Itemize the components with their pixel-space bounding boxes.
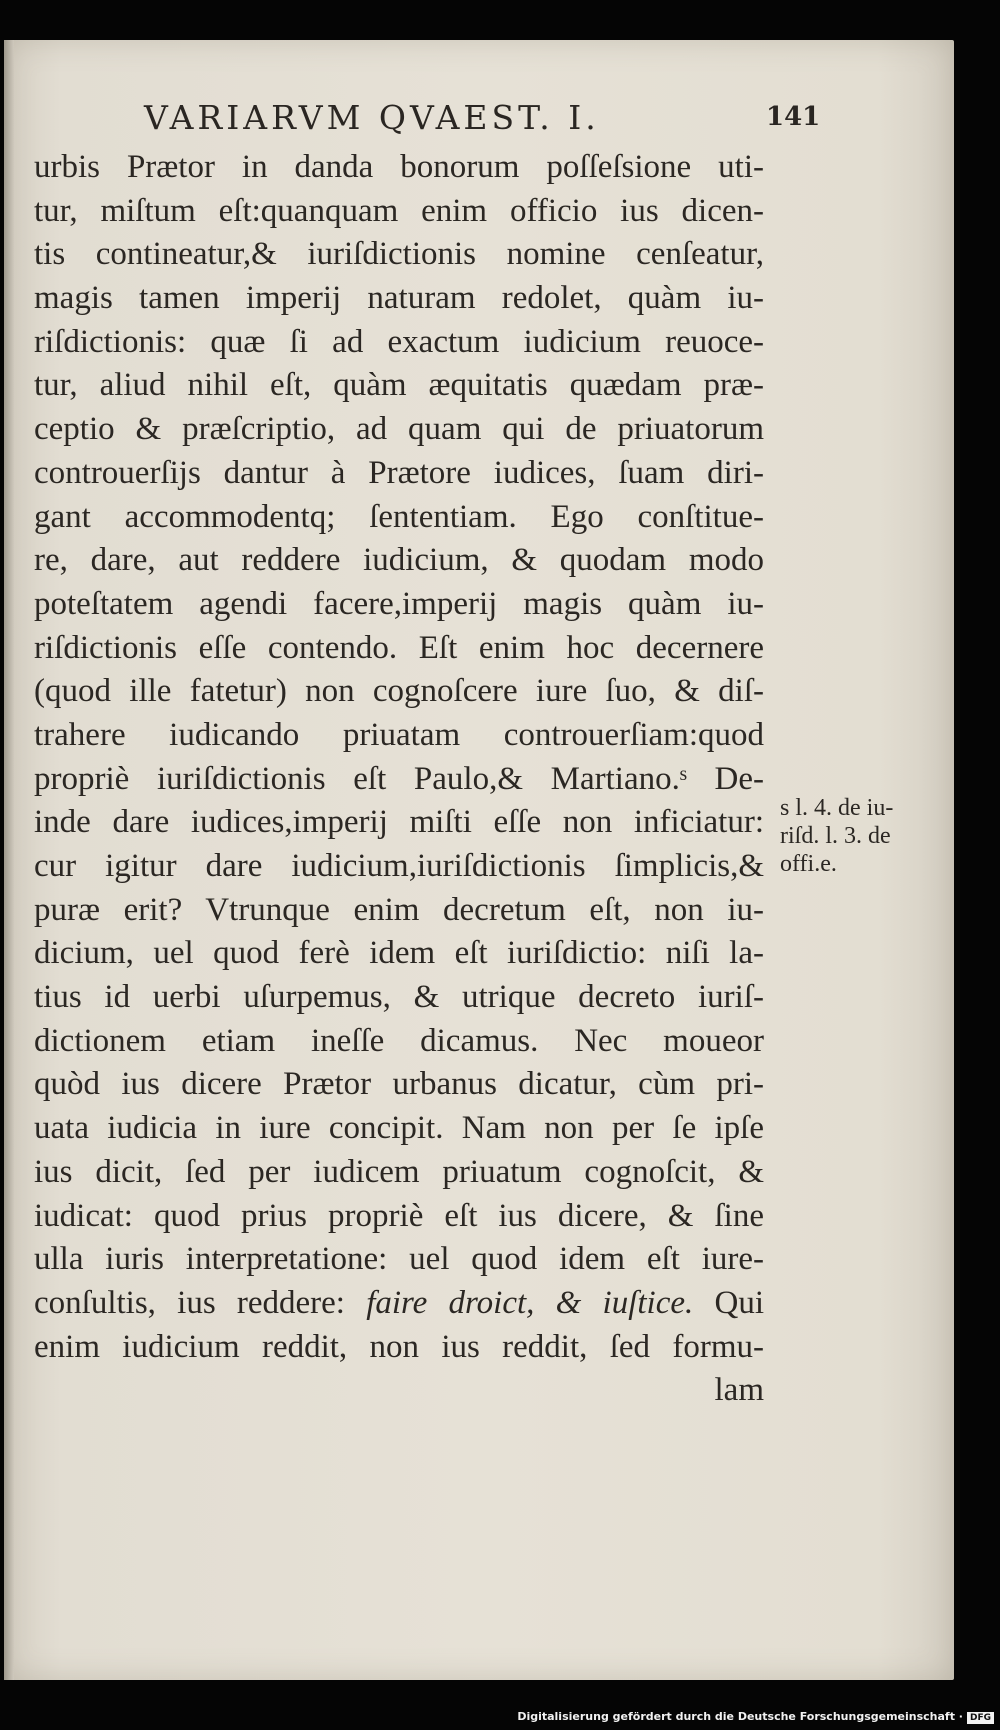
text-line: riſdictionis eſſe contendo. Eſt enim hoc decernere bbox=[34, 629, 764, 666]
page-number: 141 bbox=[766, 102, 821, 132]
text-line-mixed bbox=[34, 1282, 764, 1326]
text-line: urbis Prætor in danda bonorum poſſeſsione uti- bbox=[34, 149, 764, 185]
marginal-note-line: riſd. l. 3. de bbox=[780, 823, 891, 849]
text-line: ceptio & præſcriptio, ad quam qui de priuatorum bbox=[34, 411, 764, 448]
text-line: ulla iuris interpretatione: uel quod idem eſt iure- bbox=[34, 1241, 764, 1278]
text-segment: conſultis, ius reddere: bbox=[34, 1284, 345, 1321]
catchword: lam bbox=[714, 1372, 764, 1409]
page-gutter-edge bbox=[4, 40, 14, 1680]
running-title: VARIARVM QVAEST. I. bbox=[144, 98, 600, 137]
running-head bbox=[4, 98, 954, 144]
text-line: tius id uerbi uſurpemus, & utrique decreto iuriſ- bbox=[34, 979, 764, 1016]
text-line: quòd ius dicere Prætor urbanus dicatur, cùm pri- bbox=[34, 1066, 764, 1103]
text-line: uata iudicia in iure concipit. Nam non per ſe ipſe bbox=[34, 1110, 764, 1147]
text-line: iudicat: quod prius propriè eſt ius dicere, & ſine bbox=[34, 1197, 764, 1234]
text-line: re, dare, aut reddere iudicium, & quodam modo bbox=[34, 542, 764, 579]
text-segment: Qui bbox=[714, 1284, 764, 1321]
text-line: tis contineatur,& iuriſdictionis nomine cenſeatur, bbox=[34, 236, 764, 273]
footer-text: Digitalisierung gefördert durch die Deutsche Forschungsgemeinschaft · bbox=[517, 1710, 963, 1723]
italic-french-phrase: faire droict, & iuſtice. bbox=[366, 1284, 694, 1321]
text-line: poteſtatem agendi facere,imperij magis quàm iu- bbox=[34, 585, 764, 622]
dfg-logo: DFG bbox=[967, 1712, 994, 1724]
text-line: ius dicit, ſed per iudicem priuatum cognoſcit, & bbox=[34, 1153, 764, 1190]
text-line: (quod ille fatetur) non cognoſcere iure ſuo, & diſ- bbox=[34, 673, 764, 710]
text-line: dictionem etiam ineſſe dicamus. Nec moueor bbox=[34, 1022, 764, 1059]
text-line: gant accommodentq; ſententiam. Ego conſtitue- bbox=[34, 498, 764, 535]
marginal-note-line: offi.e. bbox=[780, 851, 837, 877]
marginal-note bbox=[780, 794, 940, 878]
text-line: propriè iuriſdictionis eſt Paulo,& Martiano.ˢ De- bbox=[34, 760, 764, 797]
text-line: riſdictionis: quæ ſi ad exactum iudicium reuoce- bbox=[34, 323, 764, 360]
text-line: controuerſijs dantur à Prætore iudices, ſuam diri- bbox=[34, 454, 764, 491]
text-line: enim iudicium reddit, non ius reddit, ſed formu- bbox=[34, 1328, 764, 1365]
text-line: trahere iudicando priuatam controuerſiam:quod bbox=[34, 716, 764, 753]
text-line: magis tamen imperij naturam redolet, quàm iu- bbox=[34, 280, 764, 317]
text-line: cur igitur dare iudicium,iuriſdictionis ſimplicis,& bbox=[34, 848, 764, 884]
body-text bbox=[34, 146, 764, 1413]
text-line: inde dare iudices,imperij miſti eſſe non inficiatur: bbox=[34, 804, 764, 841]
text-line: puræ erit? Vtrunque enim decretum eſt, non iu- bbox=[34, 891, 764, 928]
digitization-footer bbox=[517, 1710, 994, 1724]
marginal-note-line: s l. 4. de iu- bbox=[780, 795, 894, 821]
book-page bbox=[4, 40, 954, 1680]
text-line: dicium, uel quod ferè idem eſt iuriſdictio: niſi la- bbox=[34, 935, 764, 972]
text-line: tur, miſtum eſt:quanquam enim officio ius dicen- bbox=[34, 192, 764, 229]
text-line: tur, aliud nihil eſt, quàm æquitatis quædam præ- bbox=[34, 367, 764, 404]
